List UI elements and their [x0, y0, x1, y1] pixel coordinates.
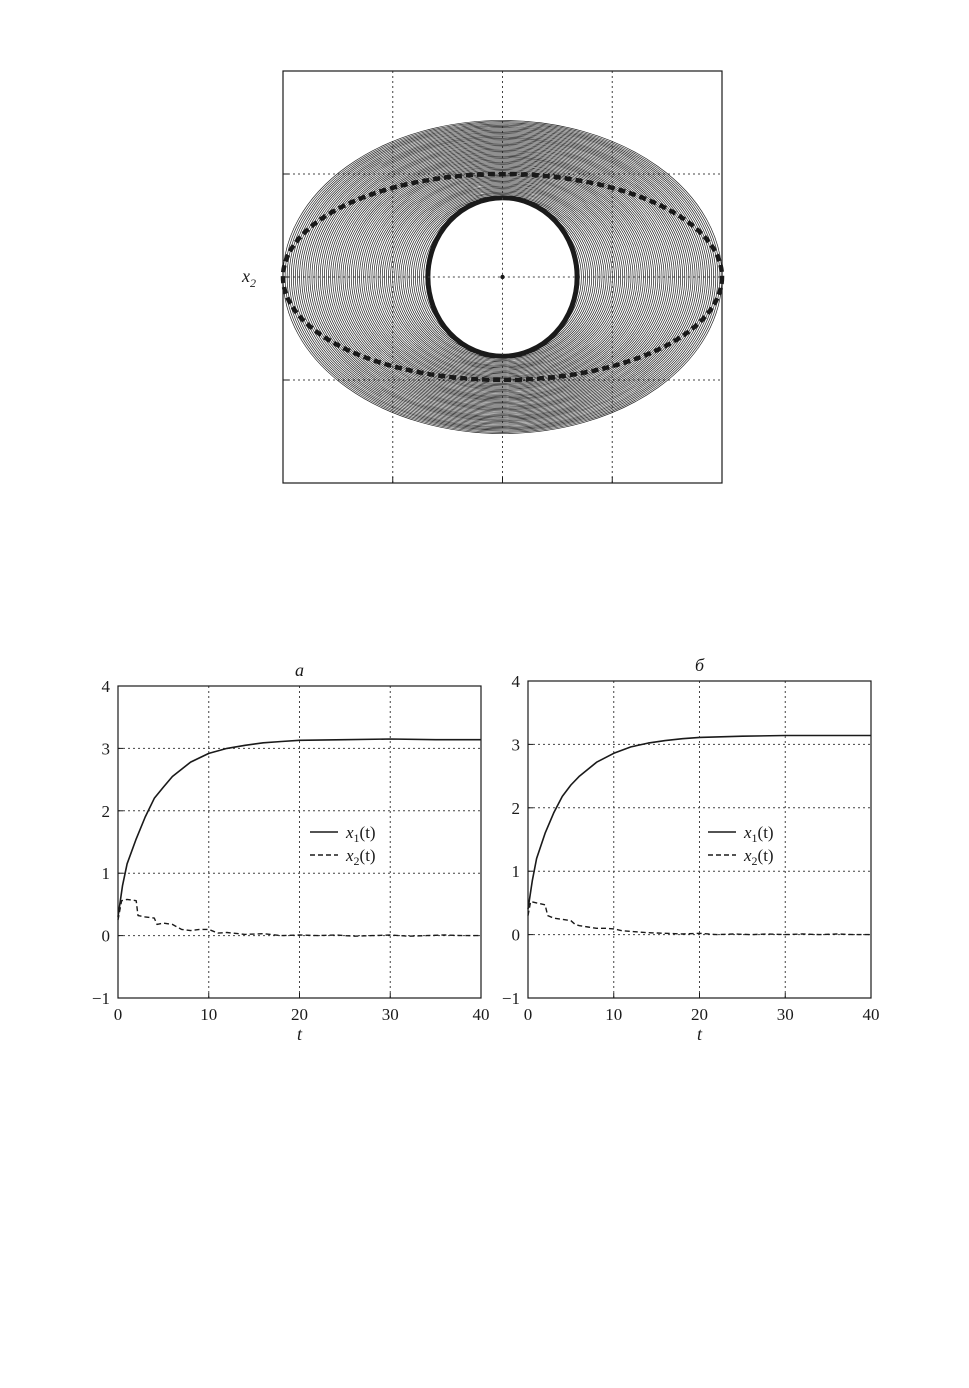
- b-y-tick-label-3: 2: [511, 798, 520, 818]
- chart-a-y-tick-labels: [92, 677, 111, 1008]
- b-y-tick-label-5: 4: [511, 672, 520, 691]
- phase-equilibrium-point: [500, 275, 504, 279]
- phase-y-axis-label: [241, 266, 256, 290]
- a-y-tick-label-2: 1: [101, 864, 110, 884]
- chart-a-x-tick-labels: [114, 1005, 490, 1024]
- chart-a-x-axis-label: t: [296, 1024, 303, 1044]
- chart-a-legend-x2-label: [345, 846, 376, 868]
- b-y-tick-label-4: 3: [511, 735, 520, 755]
- phase-y-axis-label-sub: 2: [250, 276, 256, 290]
- a-x-tick-label-0: 0: [113, 1005, 123, 1024]
- chart-b-legend-x1-sub: 1: [751, 831, 758, 845]
- a-y-tick-label-0: −1: [91, 989, 110, 1008]
- chart-a-legend-x2-sub: 2: [353, 854, 360, 868]
- chart-b-y-tick-labels: [502, 672, 521, 1008]
- a-y-tick-label-1: 0: [101, 926, 110, 946]
- chart-a-legend-x2-name: x: [346, 846, 354, 865]
- chart-b-legend-x2-name: x: [744, 846, 752, 865]
- chart-b-legend-x1-label: [743, 823, 774, 845]
- a-y-tick-label-5: 4: [101, 677, 110, 696]
- b-y-tick-label-1: 0: [511, 925, 520, 945]
- a-x-tick-label-4: 40: [472, 1005, 490, 1024]
- chart-b-x-axis-label: t: [696, 1024, 703, 1044]
- chart-b-legend: [708, 823, 774, 868]
- phase-portrait-chart: [241, 71, 722, 483]
- chart-a-legend: [310, 823, 376, 868]
- chart-a-grid: [118, 686, 481, 998]
- chart-b-legend-x2-label: [743, 846, 774, 868]
- chart-a-legend-x1-sub: 1: [353, 831, 360, 845]
- b-y-tick-label-2: 1: [511, 862, 520, 882]
- b-x-tick-label-0: 0: [523, 1005, 533, 1024]
- a-x-tick-label-3: 30: [381, 1005, 399, 1024]
- b-x-tick-label-1: 10: [605, 1005, 623, 1024]
- a-y-tick-label-3: 2: [101, 801, 110, 821]
- chart-a-legend-x1-name: x: [346, 823, 354, 842]
- chart-b-legend-x2-suffix: (t): [757, 846, 774, 865]
- a-x-tick-label-1: 10: [200, 1005, 218, 1024]
- b-x-tick-label-2: 20: [691, 1005, 708, 1024]
- a-x-tick-label-2: 20: [291, 1005, 308, 1024]
- chart-b-legend-x1-suffix: (t): [757, 823, 774, 842]
- chart-b-x-tick-labels: [524, 1005, 880, 1024]
- a-y-tick-label-4: 3: [101, 739, 110, 759]
- chart-b-frame: [528, 681, 871, 998]
- b-x-tick-label-3: 30: [776, 1005, 794, 1024]
- chart-b-legend-x1-name: x: [744, 823, 752, 842]
- chart-a-legend-x1-label: [345, 823, 376, 845]
- chart-b-series: [528, 736, 871, 935]
- chart-b-legend-x2-sub: 2: [751, 854, 758, 868]
- time-response-chart-a: [92, 660, 490, 1044]
- b-x-tick-label-4: 40: [862, 1005, 880, 1024]
- chart-a-legend-x1-suffix: (t): [359, 823, 376, 842]
- chart-a-legend-x2-suffix: (t): [359, 846, 376, 865]
- phase-y-axis-label-main: x: [242, 266, 250, 286]
- chart-b-title: б: [694, 655, 705, 675]
- b-y-tick-label-0: −1: [501, 989, 520, 1008]
- time-response-chart-b: [502, 655, 880, 1044]
- chart-a-title: a: [295, 660, 304, 680]
- chart-b-grid: [528, 681, 871, 998]
